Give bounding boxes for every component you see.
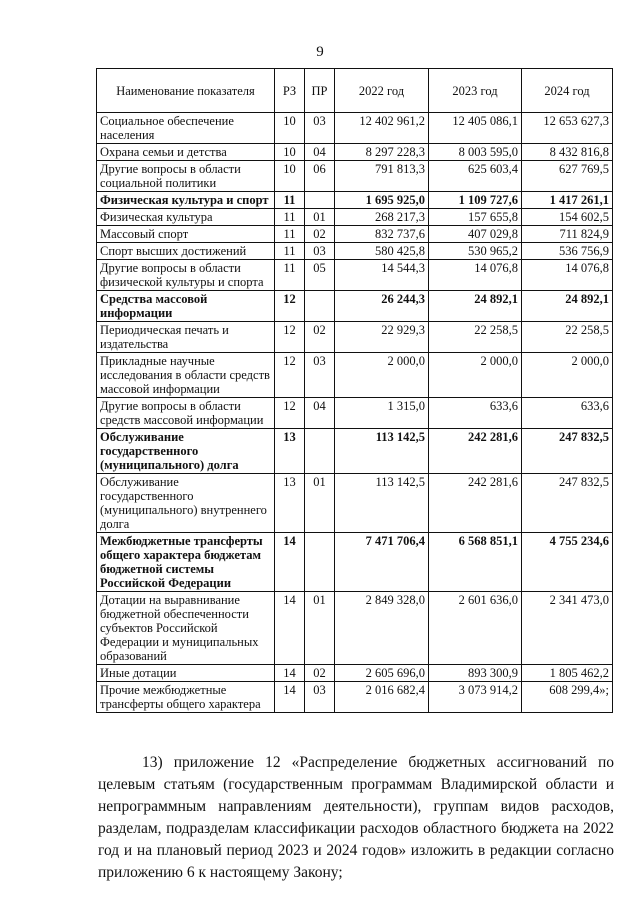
table-row xyxy=(97,429,613,474)
row-value-2022: 791 813,3 xyxy=(335,161,429,192)
row-name: Дотации на выравнивание бюджетной обеспеченности субъектов Российской Федерации и муниципальных образований xyxy=(97,592,275,665)
page-number: 9 xyxy=(316,44,324,60)
row-value-2023: 242 281,6 xyxy=(429,474,522,533)
row-pr: 06 xyxy=(305,161,335,192)
table-row xyxy=(97,192,613,209)
row-value-2024: 627 769,5 xyxy=(522,161,613,192)
header-2022: 2022 год xyxy=(335,69,429,113)
row-value-2022: 832 737,6 xyxy=(335,226,429,243)
row-pr: 02 xyxy=(305,665,335,682)
row-value-2024: 247 832,5 xyxy=(522,429,613,474)
row-rz: 14 xyxy=(275,682,305,713)
row-pr: 01 xyxy=(305,592,335,665)
table-header-row xyxy=(97,69,613,113)
row-value-2024: 12 653 627,3 xyxy=(522,113,613,144)
row-rz: 11 xyxy=(275,243,305,260)
row-name: Прикладные научные исследования в области средств массовой информации xyxy=(97,353,275,398)
row-rz: 11 xyxy=(275,260,305,291)
header-2023: 2023 год xyxy=(429,69,522,113)
row-value-2022: 113 142,5 xyxy=(335,474,429,533)
row-value-2023: 12 405 086,1 xyxy=(429,113,522,144)
row-pr: 03 xyxy=(305,243,335,260)
row-name: Другие вопросы в области средств массовой информации xyxy=(97,398,275,429)
table-row xyxy=(97,533,613,592)
amendment-paragraph: 13) приложение 12 «Распределение бюджетных ассигнований по целевым статьям (государственным программам Владимирской области и непрограммным направлениям деятельности), группам видов расходов, разделам, подразделам классификации расходов областного бюджета на 2022 год и на плановый период 2023 и 2024 годов» изложить в редакции согласно приложению 6 к настоящему Закону; xyxy=(98,754,614,881)
row-name: Массовый спорт xyxy=(97,226,275,243)
row-value-2023: 3 073 914,2 xyxy=(429,682,522,713)
row-name: Спорт высших достижений xyxy=(97,243,275,260)
row-name: Другие вопросы в области социальной политики xyxy=(97,161,275,192)
row-name: Периодическая печать и издательства xyxy=(97,322,275,353)
table-row xyxy=(97,322,613,353)
row-value-2022: 8 297 228,3 xyxy=(335,144,429,161)
header-2024: 2024 год xyxy=(522,69,613,113)
row-rz: 12 xyxy=(275,291,305,322)
row-value-2023: 633,6 xyxy=(429,398,522,429)
row-rz: 11 xyxy=(275,192,305,209)
row-value-2022: 7 471 706,4 xyxy=(335,533,429,592)
row-value-2023: 407 029,8 xyxy=(429,226,522,243)
row-value-2024: 22 258,5 xyxy=(522,322,613,353)
row-name: Физическая культура и спорт xyxy=(97,192,275,209)
row-value-2024: 154 602,5 xyxy=(522,209,613,226)
row-value-2023: 625 603,4 xyxy=(429,161,522,192)
row-rz: 10 xyxy=(275,161,305,192)
row-pr: 01 xyxy=(305,474,335,533)
budget-table xyxy=(96,68,613,713)
row-name: Средства массовой информации xyxy=(97,291,275,322)
row-rz: 11 xyxy=(275,209,305,226)
row-value-2022: 113 142,5 xyxy=(335,429,429,474)
row-pr xyxy=(305,291,335,322)
row-name: Межбюджетные трансферты общего характера бюджетам бюджетной системы Российской Федерации xyxy=(97,533,275,592)
row-value-2022: 580 425,8 xyxy=(335,243,429,260)
row-name: Обслуживание государственного (муниципального) внутреннего долга xyxy=(97,474,275,533)
row-value-2022: 26 244,3 xyxy=(335,291,429,322)
row-value-2024: 4 755 234,6 xyxy=(522,533,613,592)
row-value-2023: 14 076,8 xyxy=(429,260,522,291)
row-pr xyxy=(305,192,335,209)
row-value-2024: 1 805 462,2 xyxy=(522,665,613,682)
row-pr: 04 xyxy=(305,144,335,161)
header-name: Наименование показателя xyxy=(97,69,275,113)
row-value-2024: 711 824,9 xyxy=(522,226,613,243)
row-value-2023: 6 568 851,1 xyxy=(429,533,522,592)
row-pr: 03 xyxy=(305,113,335,144)
row-value-2022: 14 544,3 xyxy=(335,260,429,291)
row-value-2023: 8 003 595,0 xyxy=(429,144,522,161)
row-value-2024: 24 892,1 xyxy=(522,291,613,322)
row-pr: 01 xyxy=(305,209,335,226)
table-row xyxy=(97,260,613,291)
row-value-2024: 2 341 473,0 xyxy=(522,592,613,665)
row-value-2023: 1 109 727,6 xyxy=(429,192,522,209)
row-value-2024: 2 000,0 xyxy=(522,353,613,398)
row-value-2022: 2 849 328,0 xyxy=(335,592,429,665)
row-value-2022: 1 315,0 xyxy=(335,398,429,429)
row-pr: 03 xyxy=(305,353,335,398)
row-rz: 12 xyxy=(275,353,305,398)
table-row xyxy=(97,113,613,144)
row-name: Другие вопросы в области физической культуры и спорта xyxy=(97,260,275,291)
header-rz: РЗ xyxy=(275,69,305,113)
table-row xyxy=(97,243,613,260)
row-pr xyxy=(305,533,335,592)
table-body xyxy=(97,113,613,713)
table-row xyxy=(97,592,613,665)
row-rz: 10 xyxy=(275,113,305,144)
row-value-2024: 608 299,4»; xyxy=(522,682,613,713)
table-row xyxy=(97,353,613,398)
row-rz: 14 xyxy=(275,665,305,682)
header-pr: ПР xyxy=(305,69,335,113)
row-rz: 10 xyxy=(275,144,305,161)
row-value-2022: 2 016 682,4 xyxy=(335,682,429,713)
table-row xyxy=(97,291,613,322)
row-value-2024: 247 832,5 xyxy=(522,474,613,533)
row-value-2024: 536 756,9 xyxy=(522,243,613,260)
table-row xyxy=(97,665,613,682)
row-value-2023: 242 281,6 xyxy=(429,429,522,474)
row-value-2022: 268 217,3 xyxy=(335,209,429,226)
row-rz: 14 xyxy=(275,533,305,592)
row-name: Иные дотации xyxy=(97,665,275,682)
row-value-2024: 8 432 816,8 xyxy=(522,144,613,161)
row-pr: 02 xyxy=(305,226,335,243)
table-row xyxy=(97,398,613,429)
table-row xyxy=(97,682,613,713)
row-value-2022: 1 695 925,0 xyxy=(335,192,429,209)
table-row xyxy=(97,226,613,243)
row-value-2024: 14 076,8 xyxy=(522,260,613,291)
row-value-2022: 2 605 696,0 xyxy=(335,665,429,682)
row-rz: 14 xyxy=(275,592,305,665)
row-value-2022: 22 929,3 xyxy=(335,322,429,353)
row-value-2023: 22 258,5 xyxy=(429,322,522,353)
row-name: Охрана семьи и детства xyxy=(97,144,275,161)
row-rz: 13 xyxy=(275,474,305,533)
table-row xyxy=(97,209,613,226)
row-pr: 02 xyxy=(305,322,335,353)
row-value-2023: 24 892,1 xyxy=(429,291,522,322)
row-value-2022: 2 000,0 xyxy=(335,353,429,398)
row-pr: 04 xyxy=(305,398,335,429)
table-row xyxy=(97,474,613,533)
row-name: Физическая культура xyxy=(97,209,275,226)
row-value-2023: 893 300,9 xyxy=(429,665,522,682)
row-name: Обслуживание государственного (муниципального) долга xyxy=(97,429,275,474)
row-value-2024: 633,6 xyxy=(522,398,613,429)
row-value-2023: 157 655,8 xyxy=(429,209,522,226)
row-value-2024: 1 417 261,1 xyxy=(522,192,613,209)
row-pr: 05 xyxy=(305,260,335,291)
row-rz: 12 xyxy=(275,322,305,353)
table-row xyxy=(97,144,613,161)
row-pr xyxy=(305,429,335,474)
table-row xyxy=(97,161,613,192)
row-value-2022: 12 402 961,2 xyxy=(335,113,429,144)
row-rz: 13 xyxy=(275,429,305,474)
row-name: Социальное обеспечение населения xyxy=(97,113,275,144)
row-value-2023: 530 965,2 xyxy=(429,243,522,260)
row-value-2023: 2 000,0 xyxy=(429,353,522,398)
row-name: Прочие межбюджетные трансферты общего характера xyxy=(97,682,275,713)
row-rz: 12 xyxy=(275,398,305,429)
row-pr: 03 xyxy=(305,682,335,713)
row-value-2023: 2 601 636,0 xyxy=(429,592,522,665)
row-rz: 11 xyxy=(275,226,305,243)
